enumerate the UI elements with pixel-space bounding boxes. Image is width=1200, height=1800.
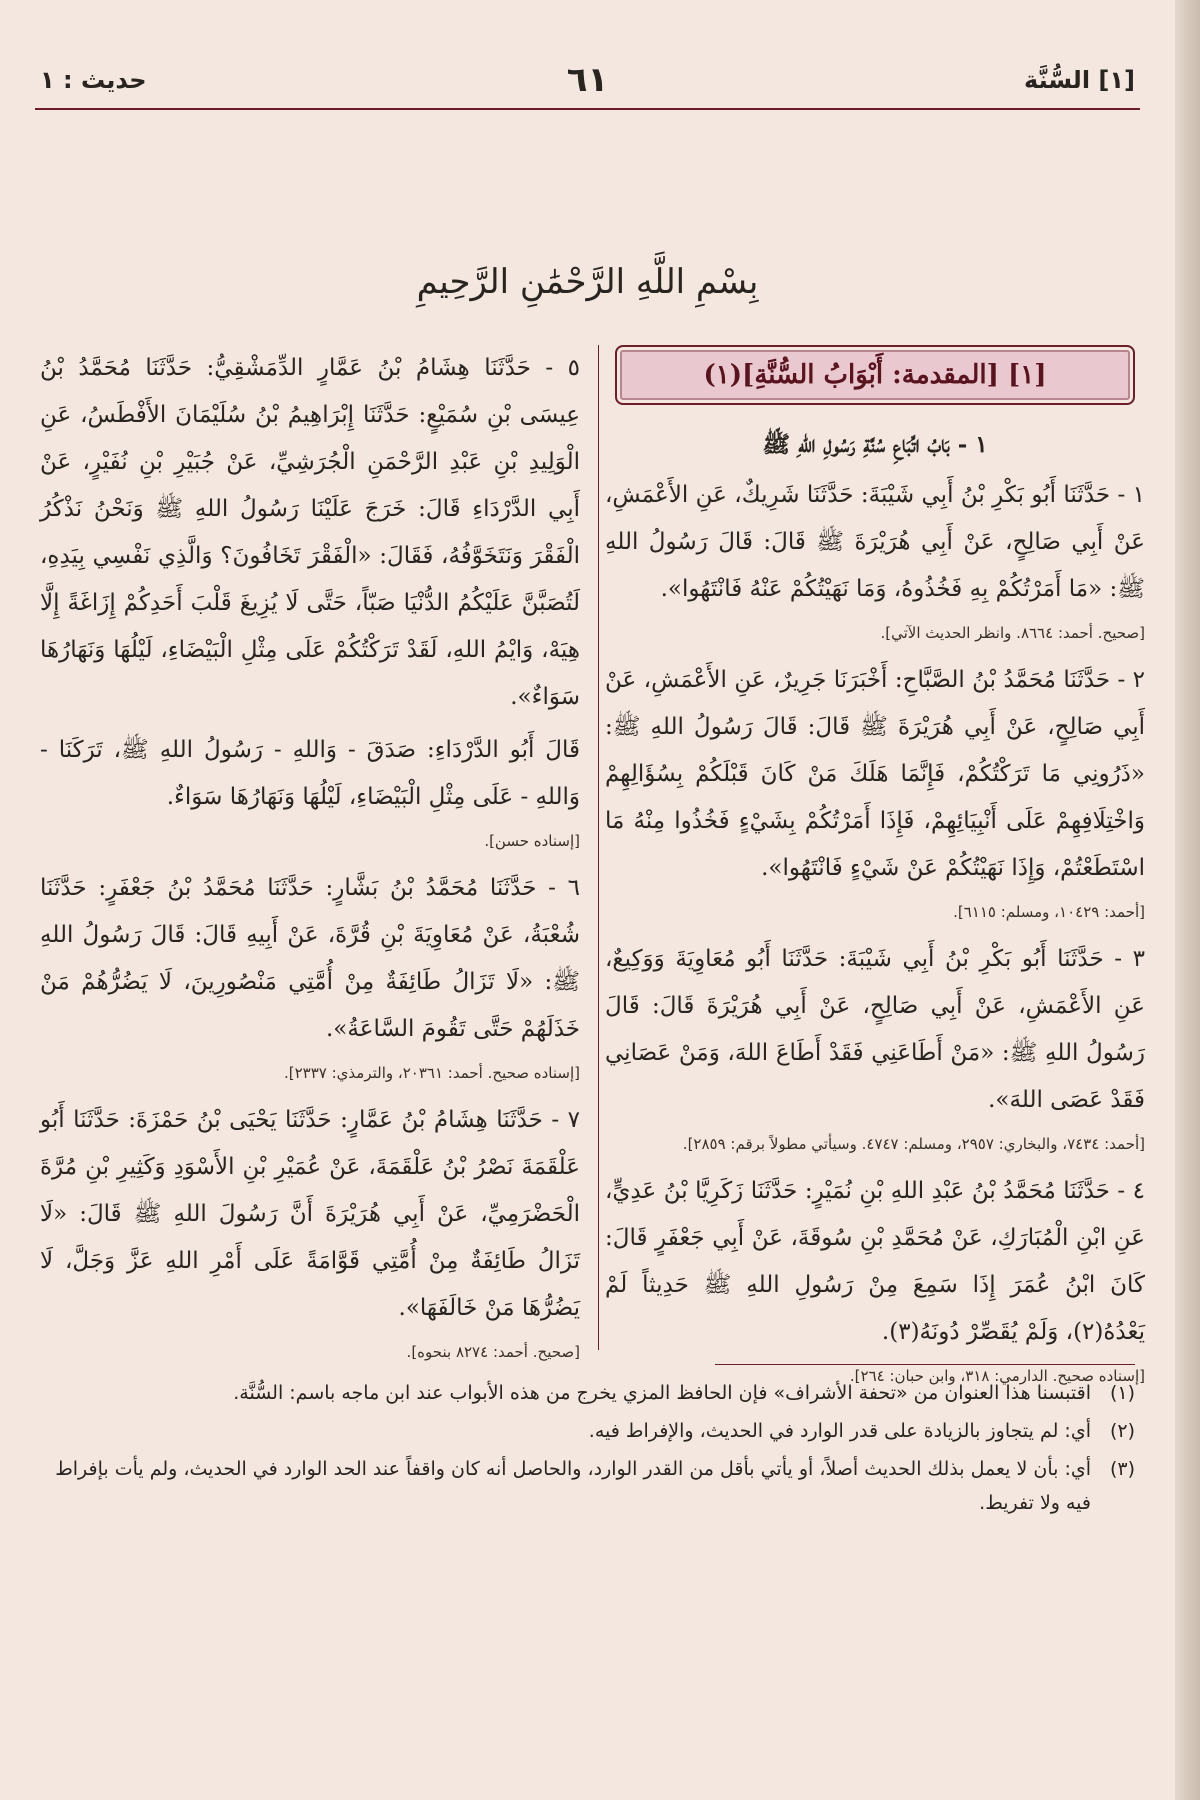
- hadith-source: [صحيح. أحمد: ٨٢٧٤ بنحوه].: [406, 1343, 580, 1361]
- footnote-number: (١): [1109, 1382, 1135, 1404]
- hadith-source: [أحمد: ٧٤٣٤، والبخاري: ٢٩٥٧، ومسلم: ٤٧٤٧. وسيأتي مطولاً برقم: ٢٨٥٩].: [682, 1135, 1145, 1153]
- hadith-text: ٢ - حَدَّثَنَا مُحَمَّدُ بْنُ الصَّبَّاحِ: أَخْبَرَنَا جَرِيرٌ، عَنِ الأَعْمَشِ، عَنْ أَبِي صَالِحٍ، عَنْ أَبِي هُرَيْرَةَ ﷺ قَالَ: قَالَ رَسُولُ اللهِ ﷺ: «ذَرُونِي مَا تَرَكْتُكُمْ، فَإِنَّمَا هَلَكَ مَنْ كَانَ قَبْلَكُمْ بِسُؤَالِهِمْ وَاخْتِلَافِهِمْ عَلَى أَنْبِيَائِهِمْ، فَإِذَا أَمَرْتُكُمْ بِشَيْءٍ فَخُذُوا مِنْهُ مَا اسْتَطَعْتُمْ، وَإِذَا نَهَيْتُكُمْ عَنْ شَيْءٍ فَانْتَهُوا».: [605, 667, 1145, 881]
- hadith-text: ٦ - حَدَّثَنَا مُحَمَّدُ بْنُ بَشَّارٍ: حَدَّثَنَا مُحَمَّدُ بْنُ جَعْفَرٍ: حَدَّثَنَا شُعْبَةُ، عَنْ مُعَاوِيَةَ بْنِ قُرَّةَ، عَنْ أَبِيهِ قَالَ: قَالَ رَسُولُ اللهِ ﷺ: «لَا تَزَالُ طَائِفَةٌ مِنْ أُمَّتِي مَنْصُورِينَ، لَا يَضُرُّهُمْ مَنْ خَذَلَهُمْ حَتَّى تَقُومَ السَّاعَةُ».: [40, 875, 580, 1042]
- page-edge: [1175, 0, 1200, 1800]
- hadith-2: [605, 657, 1145, 926]
- basmala: بِسْمِ اللَّهِ الرَّحْمَٰنِ الرَّحِيمِ: [416, 262, 759, 302]
- hadith-5: [40, 345, 580, 855]
- header-hadith-ref: حديث : ١: [40, 66, 147, 94]
- hadith-text: ١ - حَدَّثَنَا أَبُو بَكْرِ بْنُ أَبِي شَيْبَةَ: حَدَّثَنَا شَرِيكٌ، عَنِ الأَعْمَشِ، عَنْ أَبِي صَالِحٍ، عَنْ أَبِي هُرَيْرَةَ ﷺ قَالَ: قَالَ رَسُولُ اللهِ ﷺ: «مَا أَمَرْتُكُمْ بِهِ فَخُذُوهُ، وَمَا نَهَيْتُكُمْ عَنْهُ فَانْتَهُوا».: [605, 482, 1145, 602]
- footnote-text: أي: لم يتجاوز بالزيادة على قدر الوارد في الحديث، والإفراط فيه.: [588, 1420, 1091, 1442]
- footnote-number: (٣): [1109, 1458, 1135, 1480]
- footnote-divider: [715, 1364, 1135, 1365]
- footnote: [45, 1452, 1135, 1520]
- hadith-source: [إسناده حسن].: [484, 832, 580, 850]
- column-divider: [598, 345, 599, 1350]
- footnote: [45, 1414, 1135, 1448]
- hadith-3: [605, 936, 1145, 1158]
- footnote-number: (٢): [1109, 1420, 1135, 1442]
- footnote-text: اقتبسنا هذا العنوان من «تحفة الأشراف» فإن الحافظ المزي يخرج من هذه الأبواب عند ابن ماجه باسم: السُّنَّة.: [233, 1382, 1091, 1404]
- bab-heading: ١ - بَابُ اتِّبَاعِ سُنَّةِ رَسُولِ اللهِ ﷺ: [762, 431, 988, 458]
- hadith-6: [40, 865, 580, 1087]
- hadith-source: [إسناده صحيح. أحمد: ٢٠٣٦١، والترمذي: ٢٣٣٧].: [284, 1064, 580, 1082]
- left-column: [40, 345, 580, 1376]
- hadith-source: [صحيح. أحمد: ٨٦٦٤. وانظر الحديث الآتي].: [880, 624, 1145, 642]
- chapter-title-box: [١] [المقدمة: أَبْوَابُ السُّنَّةِ](١): [615, 345, 1135, 405]
- hadith-7: [40, 1097, 580, 1366]
- footnote-text: أي: بأن لا يعمل بذلك الحديث أصلاً، أو يأتي بأقل من القدر الوارد، والحاصل أنه كان واقفاً عند الحد الوارد في الحديث، ولم يأت بإفراط فيه ولا تفريط.: [55, 1458, 1091, 1514]
- hadith-narrator-comment: قَالَ أَبُو الدَّرْدَاءِ: صَدَقَ - وَاللهِ - رَسُولُ اللهِ ﷺ، تَرَكَنَا - وَاللهِ - عَلَى مِثْلِ الْبَيْضَاءِ، لَيْلُهَا وَنَهَارُهَا سَوَاءٌ.: [40, 737, 580, 810]
- header-divider: [35, 108, 1140, 110]
- footnote: [45, 1376, 1135, 1410]
- header-section-title: [١] السُّنَّة: [1024, 66, 1135, 94]
- hadith-text: ٤ - حَدَّثَنَا مُحَمَّدُ بْنُ عَبْدِ اللهِ بْنِ نُمَيْرٍ: حَدَّثَنَا زَكَرِيَّا بْنُ عَدِيٍّ، عَنِ ابْنِ الْمُبَارَكِ، عَنْ مُحَمَّدِ بْنِ سُوقَةَ، عَنْ أَبِي جَعْفَرٍ قَالَ: كَانَ ابْنُ عُمَرَ إِذَا سَمِعَ مِنْ رَسُولِ اللهِ ﷺ حَدِيثاً لَمْ يَعْدُهُ(٢)، وَلَمْ يُقَصِّرْ دُونَهُ(٣).: [605, 1178, 1145, 1345]
- hadith-4: [605, 1168, 1145, 1390]
- footnotes: [45, 1376, 1135, 1524]
- hadith-text: ٥ - حَدَّثَنَا هِشَامُ بْنُ عَمَّارٍ الدِّمَشْقِيُّ: حَدَّثَنَا مُحَمَّدُ بْنُ عِيسَى بْنِ سُمَيْعٍ: حَدَّثَنَا إِبْرَاهِيمُ بْنُ سُلَيْمَانَ الأَفْطَسُ، عَنِ الْوَلِيدِ بْنِ عَبْدِ الرَّحْمَنِ الْجُرَشِيِّ، عَنْ جُبَيْرِ بْنِ نُفَيْرٍ، عَنْ أَبِي الدَّرْدَاءِ قَالَ: خَرَجَ عَلَيْنَا رَسُولُ اللهِ ﷺ وَنَحْنُ نَذْكُرُ الْفَقْرَ وَنَتَخَوَّفُهُ، فَقَالَ: «الْفَقْرَ تَخَافُونَ؟ وَالَّذِي نَفْسِي بِيَدِهِ، لَتُصَبَّنَّ عَلَيْكُمُ الدُّنْيَا صَبّاً، حَتَّى لَا يُزِيغَ قَلْبَ أَحَدِكُمْ إِزَاغَةً إِلَّا هِيَهْ، وَايْمُ اللهِ، لَقَدْ تَرَكْتُكُمْ عَلَى مِثْلِ الْبَيْضَاءِ، لَيْلُهَا وَنَهَارُهَا سَوَاءٌ».: [40, 355, 580, 710]
- hadith-source: [إسناده صحيح. الدارمي: ٣١٨، وابن حبان: ٢٦٤].: [849, 1367, 1145, 1385]
- hadith-text: ٣ - حَدَّثَنَا أَبُو بَكْرِ بْنُ أَبِي شَيْبَةَ: حَدَّثَنَا أَبُو مُعَاوِيَةَ وَوَكِيعٌ، عَنِ الأَعْمَشِ، عَنْ أَبِي صَالِحٍ، عَنْ أَبِي هُرَيْرَةَ قَالَ: قَالَ رَسُولُ اللهِ ﷺ: «مَنْ أَطَاعَنِي فَقَدْ أَطَاعَ اللهَ، وَمَنْ عَصَانِي فَقَدْ عَصَى اللهَ».: [605, 946, 1145, 1113]
- page-header: [40, 60, 1135, 106]
- page-number: ٦١: [566, 60, 609, 100]
- hadith-1: [605, 472, 1145, 647]
- right-column: [605, 345, 1145, 1400]
- hadith-source: [أحمد: ١٠٤٢٩، ومسلم: ٦١١٥].: [953, 903, 1145, 921]
- hadith-text: ٧ - حَدَّثَنَا هِشَامُ بْنُ عَمَّارٍ: حَدَّثَنَا يَحْيَى بْنُ حَمْزَةَ: حَدَّثَنَا أَبُو عَلْقَمَةَ نَصْرُ بْنُ عَلْقَمَةَ، عَنْ عُمَيْرِ بْنِ الأَسْوَدِ وَكَثِيرِ بْنِ مُرَّةَ الْحَضْرَمِيِّ، عَنْ أَبِي هُرَيْرَةَ أَنَّ رَسُولَ اللهِ ﷺ قَالَ: «لَا تَزَالُ طَائِفَةٌ مِنْ أُمَّتِي قَوَّامَةً عَلَى أَمْرِ اللهِ عَزَّ وَجَلَّ، لَا يَضُرُّهَا مَنْ خَالَفَهَا».: [40, 1107, 580, 1321]
